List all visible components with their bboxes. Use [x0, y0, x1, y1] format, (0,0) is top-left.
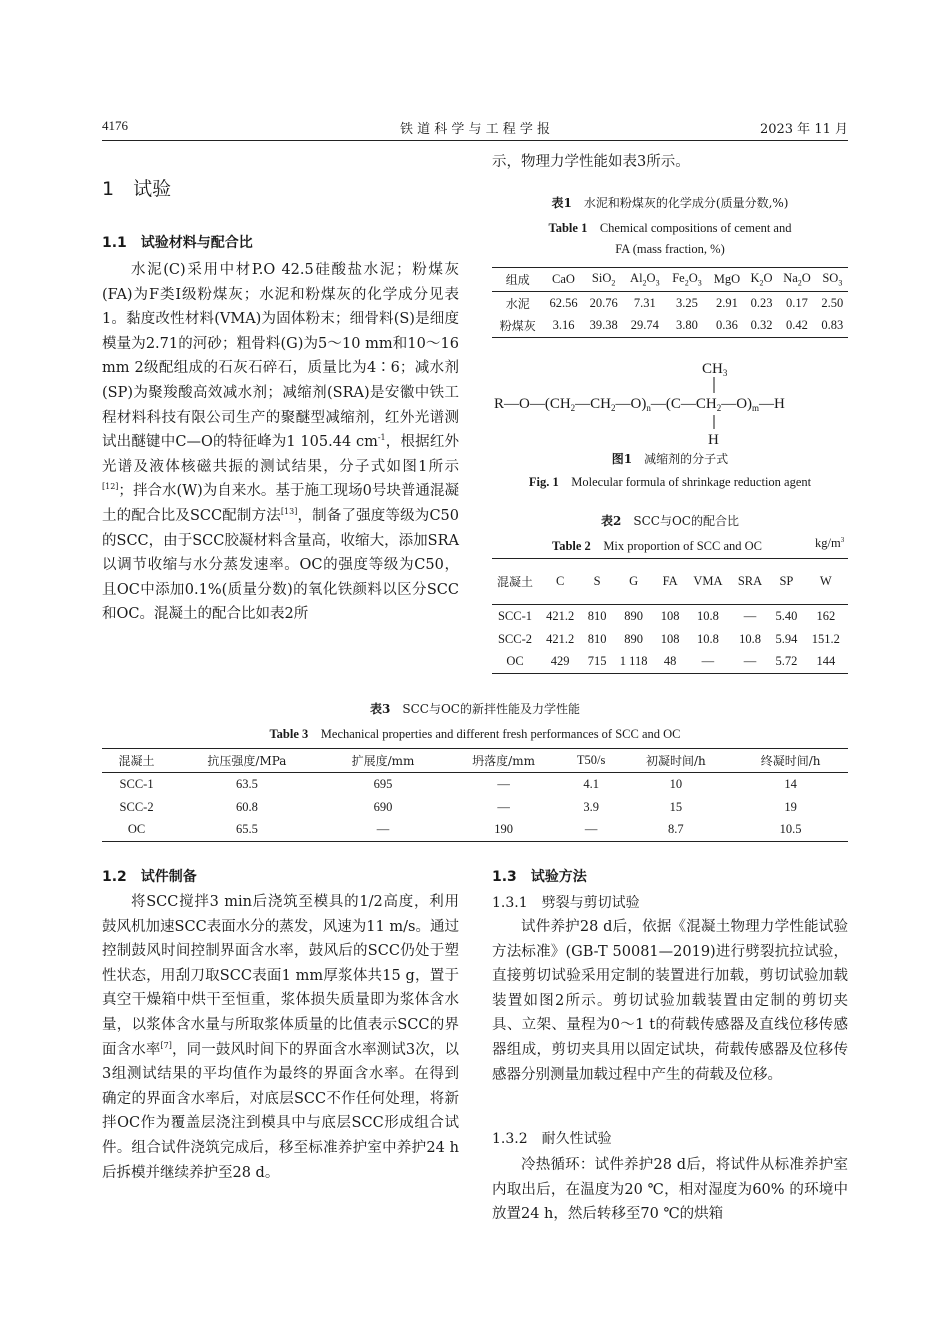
table2-caption-cn: 表2 SCC与OC的配合比	[601, 514, 739, 528]
table2-header-cell: 混凝土	[492, 559, 538, 605]
section-1-3-title: 1.3 试验方法	[492, 869, 587, 885]
table2-caption-en: Table 2 Mix proportion of SCC and OC	[552, 539, 762, 553]
table1-header-cell: SiO$_2$	[584, 268, 624, 292]
table3-header-cell: T50/s	[564, 749, 619, 773]
section-1-2-title: 1.2 试件制备	[102, 869, 197, 885]
table-row: SCC-1 421.2 810 890 108 10.8 — 5.40 162	[497, 608, 836, 623]
formula-h: H	[708, 432, 719, 447]
table2-header-cell: FA	[655, 559, 685, 605]
section-1-2-paragraph: 将SCC搅拌3 min后浇筑至模具的1/2高度，利用鼓风机加速SCC表面水分的蒸发，风速为11 m/s。通过控制鼓风时间控制界面含水率，鼓风后的SCC仍处于塑性状态，用刮刀取SCC表面1 mm厚浆体共15 g，置于真空干燥箱中烘干至恒重，浆体损失质量即为浆体含水量，以浆体含水量与所取浆体质量的比值表示SCC的界面含水率[7]，同一鼓风时间下的界面含水率测试3次，以3组测试结果的平均值作为最终的界面含水率。在得到确定的界面含水率后，对底层SCC不作任何处理，将新拌OC作为覆盖层浇注到模具中与底层SCC形成组合试件。组合试件浇筑完成后，移至标准养护室中养护24 h后拆模并继续养护至28 d。	[102, 894, 460, 1181]
table1-header-cell: 组成	[492, 268, 543, 292]
table1-header-cell: CaO	[543, 268, 583, 292]
table1-caption-en-line2: FA (mass fraction, %)	[615, 242, 725, 256]
table3	[102, 748, 848, 842]
table2-header-cell: G	[612, 559, 656, 605]
table3-header-cell: 终凝时间/h	[733, 749, 848, 773]
issue-date: 2023 年 11 月	[759, 122, 848, 137]
right-column-continuation: 示，物理力学性能如表3所示。	[492, 154, 690, 170]
table-row: 水泥 62.56 20.76 7.31 3.25 2.91 0.23 0.17 2.50	[505, 295, 844, 311]
table1-header-cell: $Al_2O_3$	[624, 268, 666, 292]
section-1-1-paragraph: 水泥(C)采用中材P.O 42.5硅酸盐水泥；粉煤灰(FA)为F类Ⅰ级粉煤灰；水泥和粉煤灰的化学成分见表1。黏度改性材料(VMA)为固体粉末；细骨料(S)是细度模量为2.71的河砂；粗骨料(G)为5～10 mm和10～16 mm 2级配组成的石灰石碎石，质量比为4∶6；减水剂(SP)为聚羧酸高效减水剂；减缩剂(SRA)是安徽中铁工程材料科技有限公司生产的聚醚型减缩剂，红外光谱测试出醚键中C—O的特征峰为1 105.44 cm$^{-1}$，根据红外光谱及液体核磁共振的测试结果，分子式如图1所示[12]；拌合水(W)为自来水。基于施工现场0号块普通混凝土的配合比及SCC配制方法[13]，制备了强度等级为C50的SCC，由于SCC胶凝材料含量高，收缩大，添加SRA以调节收缩与水分蒸发速率。OC的强度等级为C50，且OC中添加0.1%(质量分数)的氧化铁颜料以区分SCC和OC。混凝土的配合比如表2所	[102, 262, 460, 623]
table3-header-cell: 扩展度/mm	[323, 749, 444, 773]
table3-header-cell: 混凝土	[102, 749, 171, 773]
table-row: OC 65.5 — 190 — 8.7 10.5	[127, 822, 802, 837]
table1	[492, 267, 848, 338]
table3-header-cell: 抗压强度/MPa	[171, 749, 323, 773]
formula-ch3: $CH_3$	[702, 361, 728, 378]
table1-header-cell: $Na_2O$	[777, 268, 816, 292]
table1-header-cell: MgO	[708, 268, 746, 292]
page-number: 4176	[102, 118, 128, 133]
table-row: SCC-2 60.8 690 — 3.9 15 19	[119, 799, 797, 814]
section-1-3-1-paragraph: 试件养护28 d后，依据《混凝土物理力学性能试验方法标准》(GB-T 50081—2019)进行劈裂抗拉试验，直接剪切试验采用定制的装置进行加载，剪切试验加载装置如图2所示。剪切试验加载装置由定制的剪切夹具、立架、量程为0～1 t的荷载传感器及直线位移传感器组成，剪切夹具用以固定试块，荷载传感器及位移传感器分别测量加载过程中产生的荷载及位移。	[492, 919, 848, 1083]
table2-header-cell: C	[538, 559, 582, 605]
table2-header-cell: SRA	[731, 559, 769, 605]
section-1-1-title: 1.1 试验材料与配合比	[102, 235, 253, 251]
table1-header-cell: $SO_3$	[817, 268, 848, 292]
table3-header-cell: 坍落度/mm	[443, 749, 564, 773]
section-1-3-2-paragraph: 冷热循环：试件养护28 d后，将试件从标准养护室内取出后，在温度为20 ℃，相对湿度为60% 的环境中放置24 h，然后转移至70 ℃的烘箱	[492, 1157, 848, 1223]
table3-header-cell: 初凝时间/h	[618, 749, 733, 773]
table-row: SCC-1 63.5 695 — 4.1 10 14	[119, 776, 797, 791]
table2	[492, 558, 848, 674]
section-1-3-1-title: 1.3.1 劈裂与剪切试验	[492, 895, 640, 911]
journal-title: 铁 道 科 学 与 工 程 学 报	[399, 122, 551, 137]
table3-caption-cn: 表3 SCC与OC的新拌性能及力学性能	[370, 702, 580, 716]
table1-header-cell: $K_2O$	[746, 268, 778, 292]
table2-header-cell: S	[582, 559, 612, 605]
table-row: 粉煤灰 3.16 39.38 29.74 3.80 0.36 0.32 0.42 0.83	[499, 318, 844, 334]
table1-caption-cn: 表1 水泥和粉煤灰的化学成分(质量分数,%)	[551, 196, 789, 210]
table-row: SCC-2 421.2 810 890 108 10.8 10.8 5.94 151.2	[497, 631, 840, 646]
table3-caption-en: Table 3 Mechanical properties and different fresh performances of SCC and OC	[269, 727, 681, 741]
table2-header-cell: SP	[769, 559, 803, 605]
figure1-caption-cn: 图1 减缩剂的分子式	[611, 452, 729, 466]
figure1-caption-en: Fig. 1 Molecular formula of shrinkage reduction agent	[528, 475, 812, 489]
table2-header-cell: W	[804, 559, 848, 605]
table2-header-cell: VMA	[685, 559, 731, 605]
section-1-title: 1 试验	[102, 178, 172, 200]
table-row: OC 429 715 1 118 48 — — 5.72 144	[506, 654, 836, 669]
table1-header-cell: $Fe_2O_3$	[666, 268, 708, 292]
molecular-formula-figure	[492, 355, 848, 447]
table2-unit: $kg/m^3$	[815, 536, 845, 551]
section-1-3-2-title: 1.3.2 耐久性试验	[492, 1131, 612, 1147]
header-rule	[102, 140, 848, 141]
table1-caption-en: Table 1 Chemical compositions of cement and	[548, 221, 792, 235]
formula-main: $R—O—(CH_2—CH_2—O)_n—(C—CH_2—O)_m—H$	[494, 396, 785, 413]
